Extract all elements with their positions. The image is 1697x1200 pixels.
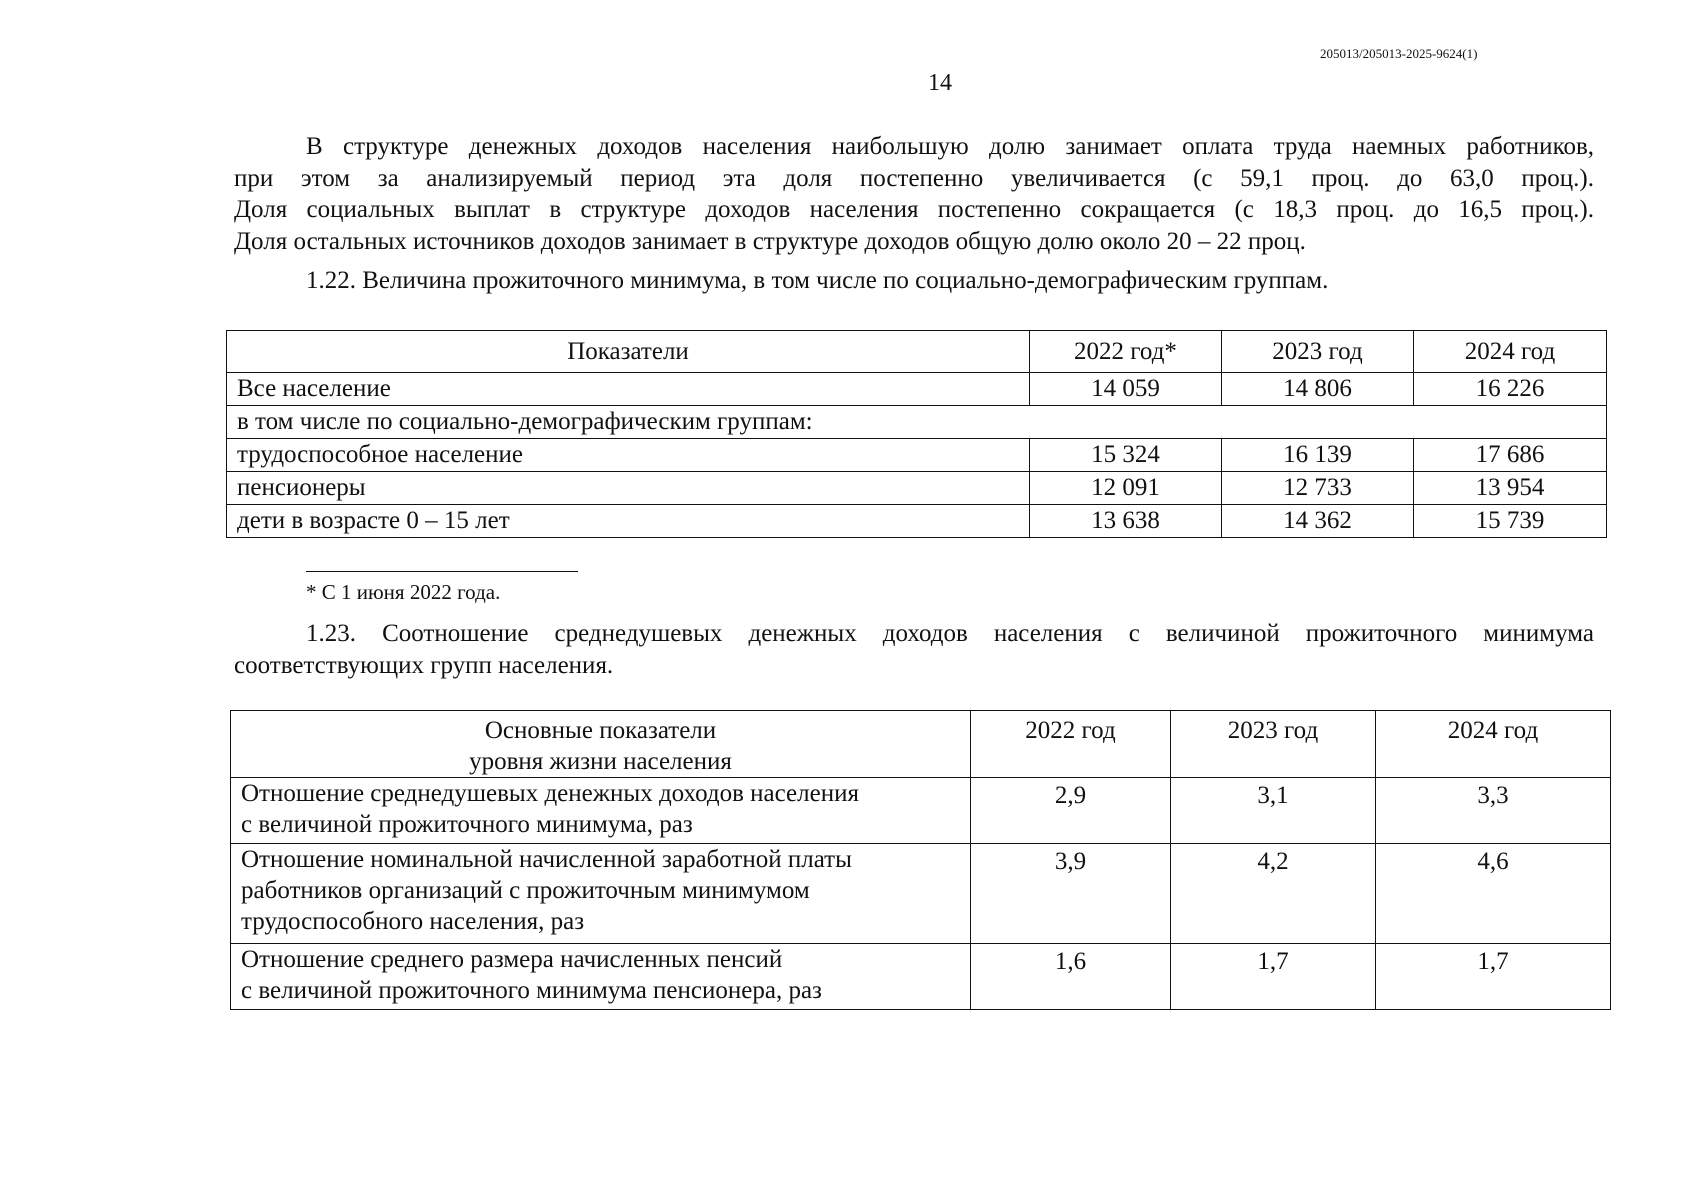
cell-value: 3,3 (1376, 778, 1611, 844)
cell-value: 15 324 (1030, 439, 1222, 472)
section-1-23-heading (234, 618, 1594, 681)
table-row (227, 439, 1607, 472)
cell-value: 17 686 (1414, 439, 1607, 472)
paragraph-line: при этом за анализируемый период эта доля постепенно увеличивается (с 59,1 проц. до 63,0 проц.). (234, 164, 1594, 192)
row-label: трудоспособное население (227, 439, 1030, 472)
label-line: Отношение среднедушевых денежных доходов населения (241, 780, 859, 807)
cell-value: 2,9 (971, 778, 1171, 844)
label-line: работников организаций с прожиточным минимумом (241, 877, 810, 904)
cell-value: 12 733 (1222, 472, 1414, 505)
paragraph-line: 1.22. Величина прожиточного минимума, в том числе по социально-демографическим группам. (306, 267, 1329, 294)
cell-value: 16 139 (1222, 439, 1414, 472)
cell-value: 12 091 (1030, 472, 1222, 505)
table-header-row (231, 711, 1611, 778)
cell-value: 13 954 (1414, 472, 1607, 505)
paragraph-line: Доля социальных выплат в структуре доходов населения постепенно сокращается (с 18,3 проц. до 16,5 проц.). (234, 196, 1594, 223)
row-label (231, 944, 971, 1010)
table-row (231, 844, 1611, 944)
cell-value: 14 059 (1030, 373, 1222, 406)
cell-value: 14 806 (1222, 373, 1414, 406)
table-row (227, 373, 1607, 406)
paragraph-line: 1.23. Соотношение среднедушевых денежных доходов населения с величиной прожиточного минимума (306, 620, 1594, 647)
row-label (231, 778, 971, 844)
label-line: Отношение среднего размера начисленных пенсий (241, 946, 783, 973)
label-line: с величиной прожиточного минимума пенсионера, раз (241, 977, 822, 1004)
table-header-row (227, 331, 1607, 373)
label-line: Отношение номинальной начисленной заработной платы (241, 846, 852, 873)
footnote-divider (306, 571, 578, 572)
column-header: 2024 год (1414, 331, 1607, 373)
cell-value: 16 226 (1414, 373, 1607, 406)
column-header (231, 711, 971, 778)
paragraph-line: Доля остальных источников доходов занимает в структуре доходов общую долю около 20 – 22 проц. (234, 227, 1306, 255)
table-row (227, 472, 1607, 505)
cell-value: 4,6 (1376, 844, 1611, 944)
table-row (227, 505, 1607, 538)
document-id: 205013/205013-2025-9624(1) (1320, 46, 1478, 61)
cell-value: 1,7 (1171, 944, 1376, 1010)
column-header: Показатели (227, 331, 1030, 373)
subsistence-minimum-table (226, 330, 1607, 538)
cell-value: 13 638 (1030, 505, 1222, 538)
page-number: 14 (928, 70, 952, 96)
living-standard-ratios-table (230, 710, 1611, 1010)
row-label: в том числе по социально-демографическим группам: (227, 406, 1607, 439)
column-header: 2023 год (1171, 711, 1376, 778)
row-label: Все население (227, 373, 1030, 406)
cell-value: 1,6 (971, 944, 1171, 1010)
table-row (231, 778, 1611, 844)
cell-value: 4,2 (1171, 844, 1376, 944)
cell-value: 3,9 (971, 844, 1171, 944)
income-structure-paragraph (234, 131, 1594, 257)
row-label: пенсионеры (227, 472, 1030, 505)
column-header: 2024 год (1376, 711, 1611, 778)
row-label: дети в возрасте 0 – 15 лет (227, 505, 1030, 538)
column-header: 2022 год* (1030, 331, 1222, 373)
paragraph-line: соответствующих групп населения. (234, 651, 614, 679)
section-1-22-heading (234, 265, 1594, 297)
table-row (231, 944, 1611, 1010)
label-line: с величиной прожиточного минимума, раз (241, 811, 693, 838)
footnote: * С 1 июня 2022 года. (306, 580, 501, 604)
header-line: уровня жизни населения (469, 748, 732, 775)
cell-value: 3,1 (1171, 778, 1376, 844)
paragraph-line: В структуре денежных доходов населения наибольшую долю занимает оплата труда наемных работников, (306, 133, 1594, 160)
header-line: Основные показатели (484, 717, 717, 744)
table-row (227, 406, 1607, 439)
cell-value: 1,7 (1376, 944, 1611, 1010)
cell-value: 15 739 (1414, 505, 1607, 538)
cell-value: 14 362 (1222, 505, 1414, 538)
label-line: трудоспособного населения, раз (241, 908, 585, 935)
column-header: 2023 год (1222, 331, 1414, 373)
row-label (231, 844, 971, 944)
column-header: 2022 год (971, 711, 1171, 778)
